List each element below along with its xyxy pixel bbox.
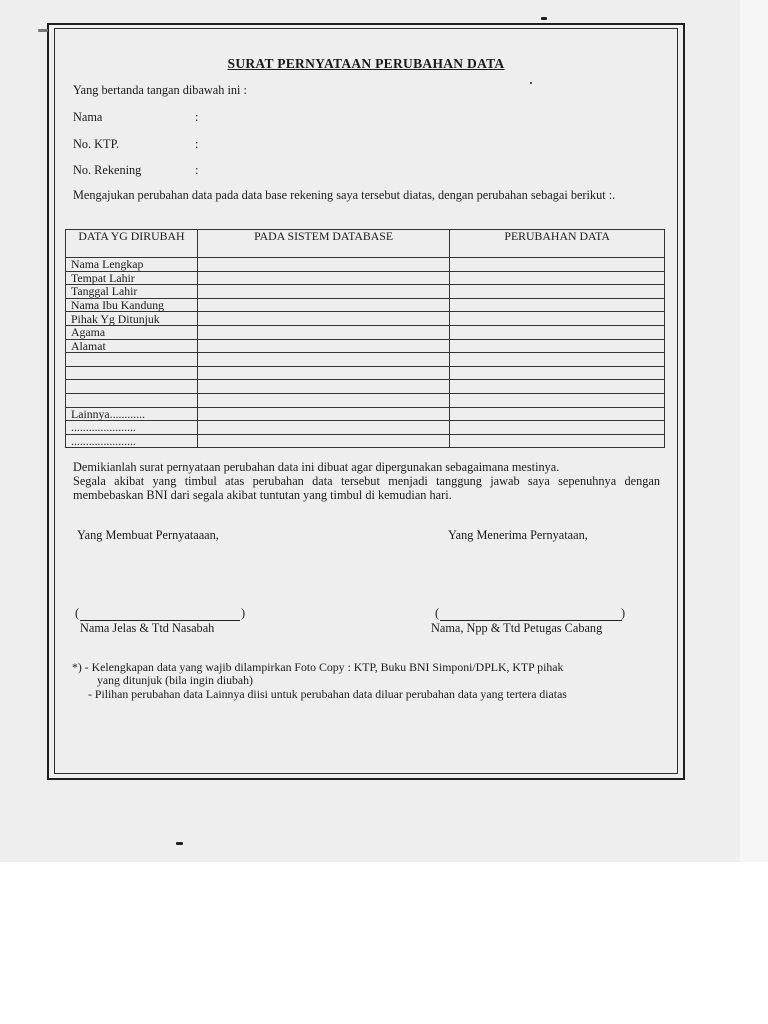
request-text: Mengajukan perubahan data pada data base rekening saya tersebut diatas, dengan perubahan sebagai berikut :.	[73, 188, 616, 202]
table-row	[66, 258, 665, 272]
cell-sistem-database	[197, 366, 449, 380]
header-sistem-database: PADA SISTEM DATABASE	[197, 230, 449, 258]
scan-speck	[541, 17, 547, 20]
signature-caption-left: Nama Jelas & Ttd Nasabah	[80, 621, 215, 635]
row-label	[66, 366, 198, 380]
cell-sistem-database	[197, 434, 449, 448]
table-row	[66, 285, 665, 299]
data-change-table	[65, 229, 665, 448]
row-label: Agama	[66, 325, 198, 339]
scan-speck	[176, 842, 183, 845]
cell-sistem-database	[197, 393, 449, 407]
scan-edge	[740, 0, 768, 862]
table-row	[66, 298, 665, 312]
cell-perubahan-data	[450, 434, 665, 448]
table-row	[66, 312, 665, 326]
cell-perubahan-data	[450, 407, 665, 421]
cell-perubahan-data	[450, 325, 665, 339]
cell-sistem-database	[197, 325, 449, 339]
cell-sistem-database	[197, 339, 449, 353]
table-row	[66, 271, 665, 285]
cell-perubahan-data	[450, 366, 665, 380]
row-label	[66, 393, 198, 407]
row-label: Pihak Yg Ditunjuk	[66, 312, 198, 326]
row-label: Nama Ibu Kandung	[66, 298, 198, 312]
table-row	[66, 407, 665, 421]
table-row	[66, 366, 665, 380]
cell-perubahan-data	[450, 380, 665, 394]
row-label: ......................	[66, 421, 198, 435]
cell-perubahan-data	[450, 271, 665, 285]
cell-perubahan-data	[450, 298, 665, 312]
note-attachments-cont: yang ditunjuk (bila ingin diubah)	[97, 673, 253, 687]
note-lainnya: - Pilihan perubahan data Lainnya diisi untuk perubahan data diluar perubahan data yang tertera diatas	[88, 687, 567, 701]
cell-sistem-database	[197, 407, 449, 421]
signature-open-right: (	[435, 606, 440, 620]
table-row	[66, 434, 665, 448]
document-title: SURAT PERNYATAAN PERUBAHAN DATA	[227, 56, 505, 71]
cell-sistem-database	[197, 258, 449, 272]
field-colon: :	[195, 137, 199, 151]
field-label-nama: Nama	[73, 110, 103, 124]
cell-sistem-database	[197, 312, 449, 326]
cell-sistem-database	[197, 380, 449, 394]
field-colon: :	[195, 110, 199, 124]
field-label-rekening: No. Rekening	[73, 163, 142, 177]
cell-sistem-database	[197, 353, 449, 367]
cell-sistem-database	[197, 421, 449, 435]
row-label: Tempat Lahir	[66, 271, 198, 285]
header-perubahan-data: PERUBAHAN DATA	[450, 230, 665, 258]
cell-perubahan-data	[450, 285, 665, 299]
row-label: Alamat	[66, 339, 198, 353]
table-row	[66, 393, 665, 407]
row-label	[66, 353, 198, 367]
table-row	[66, 325, 665, 339]
cell-sistem-database	[197, 271, 449, 285]
cell-perubahan-data	[450, 339, 665, 353]
table-body	[66, 258, 665, 448]
cell-perubahan-data	[450, 312, 665, 326]
signature-close-right: )	[621, 606, 626, 620]
table-row	[66, 421, 665, 435]
liability-statement: Segala akibat yang timbul atas perubahan data tersebut menjadi tanggung jawab saya sepenuhnya dengan membebaskan BNI dari segala akibat tuntutan yang timbul di kemudian hari.	[73, 474, 660, 502]
signature-caption-right: Nama, Npp & Ttd Petugas Cabang	[431, 621, 603, 635]
table-row	[66, 353, 665, 367]
field-colon: :	[195, 163, 199, 177]
cell-perubahan-data	[450, 258, 665, 272]
scan-speck	[38, 29, 48, 32]
signature-label-right: Yang Menerima Pernyataan,	[448, 528, 588, 542]
scan-speck	[530, 82, 532, 84]
cell-perubahan-data	[450, 353, 665, 367]
note-attachments: *) - Kelengkapan data yang wajib dilampirkan Foto Copy : KTP, Buku BNI Simponi/DPLK, KTP pihak	[72, 660, 564, 674]
table-row	[66, 380, 665, 394]
cell-sistem-database	[197, 298, 449, 312]
cell-sistem-database	[197, 285, 449, 299]
closing-statement: Demikianlah surat pernyataan perubahan data ini dibuat agar dipergunakan sebagaimana mestinya.	[73, 460, 560, 474]
signature-label-left: Yang Membuat Pernyataaan,	[77, 528, 219, 542]
field-label-ktp: No. KTP.	[73, 137, 120, 151]
row-label: Tanggal Lahir	[66, 285, 198, 299]
row-label: Nama Lengkap	[66, 258, 198, 272]
row-label: ......................	[66, 434, 198, 448]
intro-text: Yang bertanda tangan dibawah ini :	[73, 83, 247, 97]
header-data-dirubah: DATA YG DIRUBAH	[66, 230, 198, 258]
cell-perubahan-data	[450, 421, 665, 435]
row-label: Lainnya............	[66, 407, 198, 421]
signature-open-left: (	[75, 606, 80, 620]
cell-perubahan-data	[450, 393, 665, 407]
table-header-row	[66, 230, 665, 258]
row-label	[66, 380, 198, 394]
signature-close-left: )	[241, 606, 246, 620]
table-row	[66, 339, 665, 353]
